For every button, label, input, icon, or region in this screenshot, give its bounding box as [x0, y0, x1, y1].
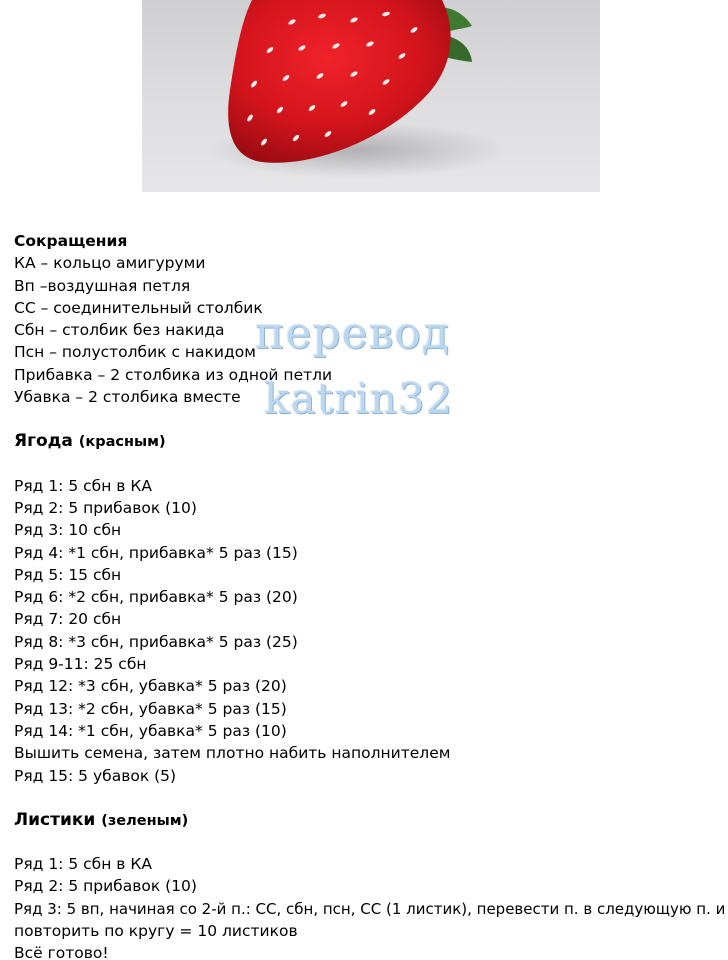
leaves-row: Ряд 2: 5 прибавок (10) — [14, 877, 197, 896]
leaves-row: Всё готово! — [14, 944, 109, 960]
leaves-title: Листики — [14, 809, 96, 830]
abbrev-item: Вп –воздушная петля — [14, 276, 191, 295]
berry-row: Ряд 14: *1 сбн, убавка* 5 раз (10) — [14, 721, 287, 740]
leaves-subtitle: (зеленым) — [101, 812, 189, 829]
berry-title: Ягода — [14, 431, 73, 452]
berry-row: Ряд 4: *1 сбн, прибавка* 5 раз (15) — [14, 543, 298, 562]
berry-row: Ряд 7: 20 сбн — [14, 610, 122, 629]
berry-row: Ряд 8: *3 сбн, прибавка* 5 раз (25) — [14, 632, 298, 651]
abbrev-item: Прибавка – 2 столбика из одной петли — [14, 365, 333, 384]
berry-row: Ряд 2: 5 прибавок (10) — [14, 498, 197, 517]
berry-row: Ряд 6: *2 сбн, прибавка* 5 раз (20) — [14, 588, 298, 607]
abbreviations-heading: Сокращения — [14, 232, 128, 250]
watermark-line-2: katrin32 — [264, 374, 454, 423]
leaves-row: Ряд 3: 5 вп, начиная со 2-й п.: СС, сбн, псн, СС (1 листик), перевести п. в следующую п. и — [14, 899, 726, 918]
abbrev-item: Убавка – 2 столбика вместе — [14, 388, 241, 407]
leaves-heading — [14, 809, 720, 831]
strawberry-photo — [142, 0, 600, 192]
berry-row: Вышить семена, затем плотно набить наполнителем — [14, 744, 451, 763]
watermark-line-1: перевод — [255, 308, 450, 359]
berry-heading — [14, 430, 720, 452]
berry-subtitle: (красным) — [78, 434, 166, 451]
berry-row: Ряд 5: 15 сбн — [14, 565, 122, 584]
berry-row: Ряд 1: 5 сбн в КА — [14, 476, 152, 495]
berry-row: Ряд 9-11: 25 сбн — [14, 655, 147, 674]
berry-row: Ряд 3: 10 сбн — [14, 521, 122, 540]
leaves-row: Ряд 1: 5 сбн в КА — [14, 855, 152, 874]
abbrev-item: СС – соединительный столбик — [14, 298, 263, 317]
abbrev-item: Псн – полустолбик с накидом — [14, 343, 256, 362]
abbrev-item: Сбн – столбик без накида — [14, 321, 225, 340]
berry-row: Ряд 13: *2 сбн, убавка* 5 раз (15) — [14, 699, 287, 718]
berry-row: Ряд 12: *3 сбн, убавка* 5 раз (20) — [14, 677, 287, 696]
leaves-row: повторить по кругу = 10 листиков — [14, 922, 298, 941]
berry-row: Ряд 15: 5 убавок (5) — [14, 766, 177, 785]
crochet-strawberry-image — [142, 0, 600, 192]
abbrev-item: КА – кольцо амигуруми — [14, 254, 206, 273]
